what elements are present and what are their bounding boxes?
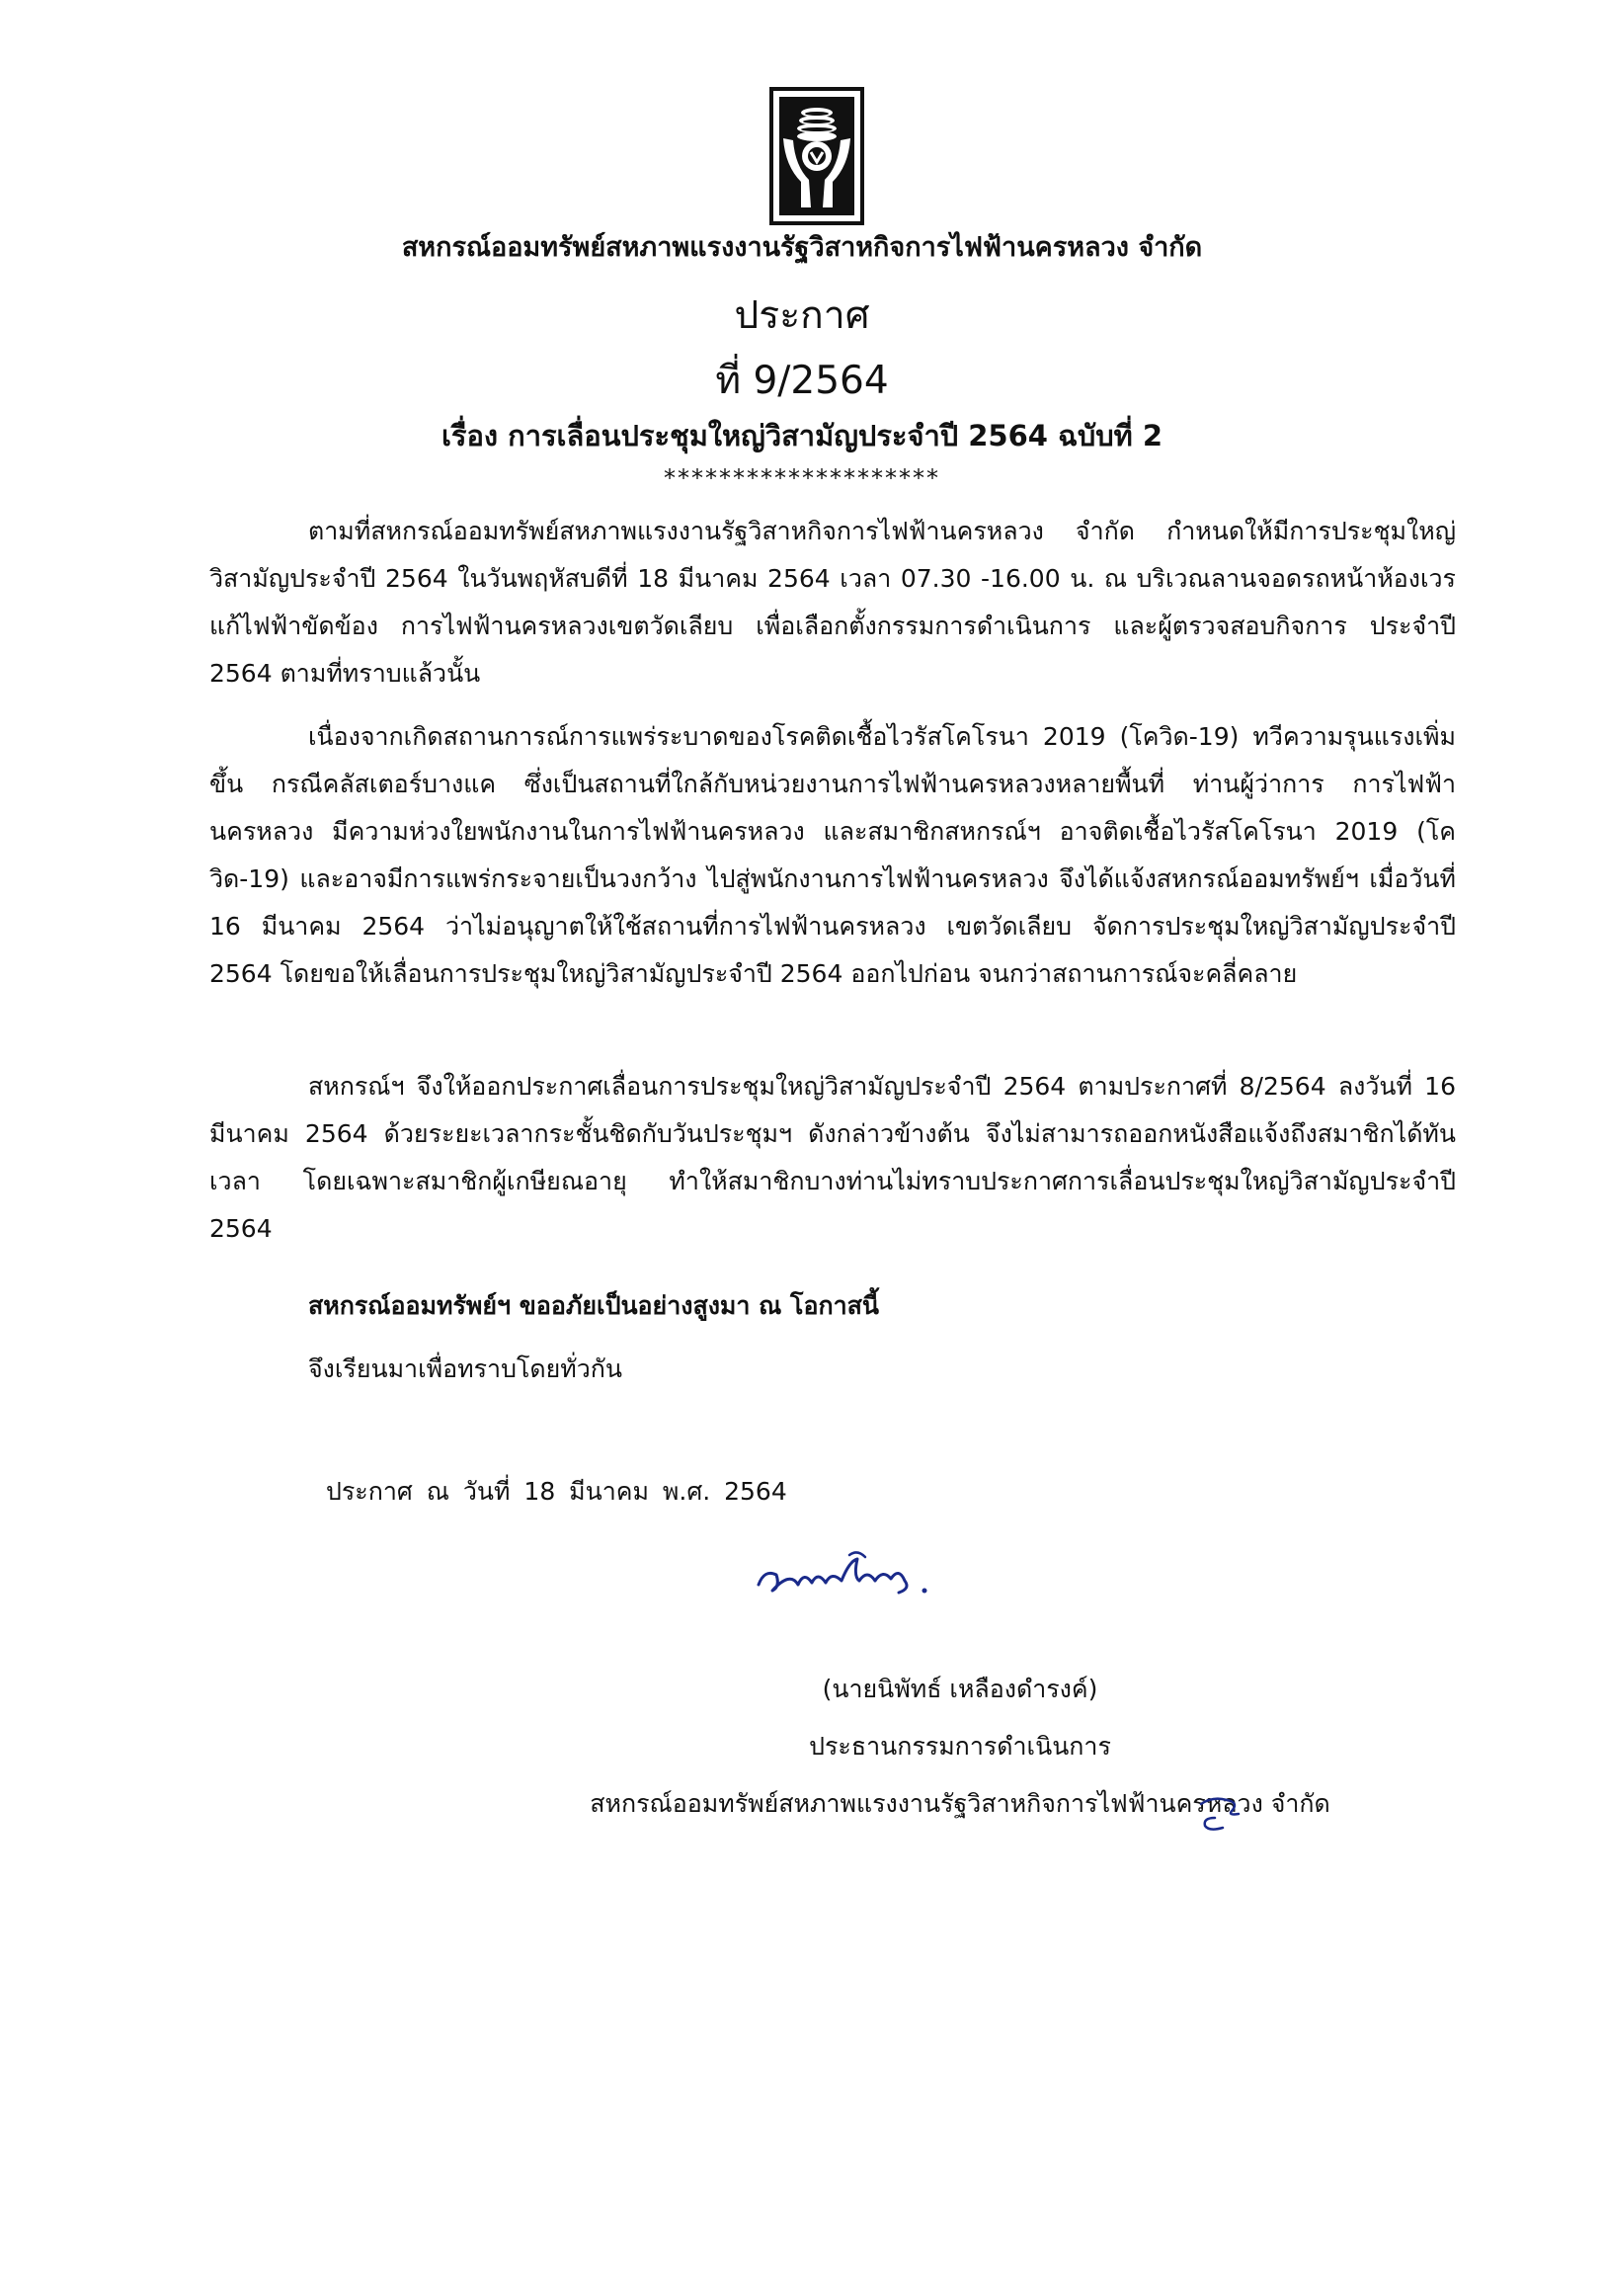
paragraph-2: เนื่องจากเกิดสถานการณ์การแพร่ระบาดของโรคติดเชื้อไวรัสโคโรนา 2019 (โควิด-19) ทวีความรุนแรงเพิ่มขึ้น กรณีคลัสเตอร์บางแค ซึ่งเป็นสถานที่ใกล้กับหน่วยงานการไฟฟ้านครหลวงหลายพื้นที่ ท่านผู้ว่าการ การไฟฟ้านครหลวง มีความห่วงใยพนักงานในการไฟฟ้านครหลวง และสมาชิกสหกรณ์ฯ อาจติดเชื้อไวรัสโคโรนา 2019 (โควิด-19) และอาจมีการแพร่กระจายเป็นวงกว้าง ไปสู่พนักงานการไฟฟ้านครหลวง จึงได้แจ้งสหกรณ์ออมทรัพย์ฯ เมื่อวันที่ 16 มีนาคม 2564 ว่าไม่อนุญาตให้ใช้สถานที่การไฟฟ้านครหลวง เขตวัดเลียบ จัดการประชุมใหญ่วิสามัญประจำปี 2564 โดยขอให้เลื่อนการประชุมใหญ่วิสามัญประจำปี 2564 ออกไปก่อน จนกว่าสถานการณ์จะคลี่คลาย	[209, 722, 1456, 988]
paragraph-3: สหกรณ์ฯ จึงให้ออกประกาศเลื่อนการประชุมใหญ่วิสามัญประจำปี 2564 ตามประกาศที่ 8/2564 ลงวันที่ 16 มีนาคม 2564 ด้วยระยะเวลากระชั้นชิดกับวันประชุมฯ ดังกล่าวข้างต้น จึงไม่สามารถออกหนังสือแจ้งถึงสมาชิกได้ทันเวลา โดยเฉพาะสมาชิกผู้เกษียณอายุ ทำให้สมาชิกบางท่านไม่ทราบประกาศการเลื่อนประชุมใหญ่วิสามัญประจำปี 2564	[209, 1072, 1456, 1243]
announcement-heading: ประกาศ	[734, 293, 870, 338]
signer-organization: สหกรณ์ออมทรัพย์สหภาพแรงงานรัฐวิสาหกิจการไฟฟ้านครหลวง จำกัด	[590, 1789, 1330, 1818]
cooperative-logo-icon	[769, 87, 864, 225]
signature-icon	[751, 1541, 948, 1612]
paragraph-1: ตามที่สหกรณ์ออมทรัพย์สหภาพแรงงานรัฐวิสาหกิจการไฟฟ้านครหลวง จำกัด กำหนดให้มีการประชุมใหญ่วิสามัญประจำปี 2564 ในวันพฤหัสบดีที่ 18 มีนาคม 2564 เวลา 07.30 -16.00 น. ณ บริเวณลานจอดรถหน้าห้องเวรแก้ไฟฟ้าขัดข้อง การไฟฟ้านครหลวงเขตวัดเลียบ เพื่อเลือกตั้งกรรมการดำเนินการ และผู้ตรวจสอบกิจการ ประจำปี 2564 ตามที่ทราบแล้วนั้น	[209, 517, 1456, 688]
signer-position: ประธานกรรมการดำเนินการ	[809, 1732, 1111, 1761]
announcement-date: ประกาศ ณ วันที่ 18 มีนาคม พ.ศ. 2564	[326, 1477, 787, 1506]
apology-line: สหกรณ์ออมทรัพย์ฯ ขออภัยเป็นอย่างสูงมา ณ โอกาสนี้	[308, 1291, 879, 1320]
closing-line: จึงเรียนมาเพื่อทราบโดยทั่วกัน	[308, 1354, 622, 1383]
initial-mark-icon	[1193, 1778, 1256, 1834]
organization-title: สหกรณ์ออมทรัพย์สหภาพแรงงานรัฐวิสาหกิจการไฟฟ้านครหลวง จำกัด	[401, 232, 1203, 263]
announcement-subject: เรื่อง การเลื่อนประชุมใหญ่วิสามัญประจำปี 2564 ฉบับที่ 2	[441, 419, 1163, 452]
signer-name: (นายนิพัทธ์ เหลืองดำรงค์)	[822, 1675, 1098, 1703]
announcement-number: ที่ 9/2564	[715, 359, 889, 403]
separator-stars: ********************	[664, 464, 940, 492]
